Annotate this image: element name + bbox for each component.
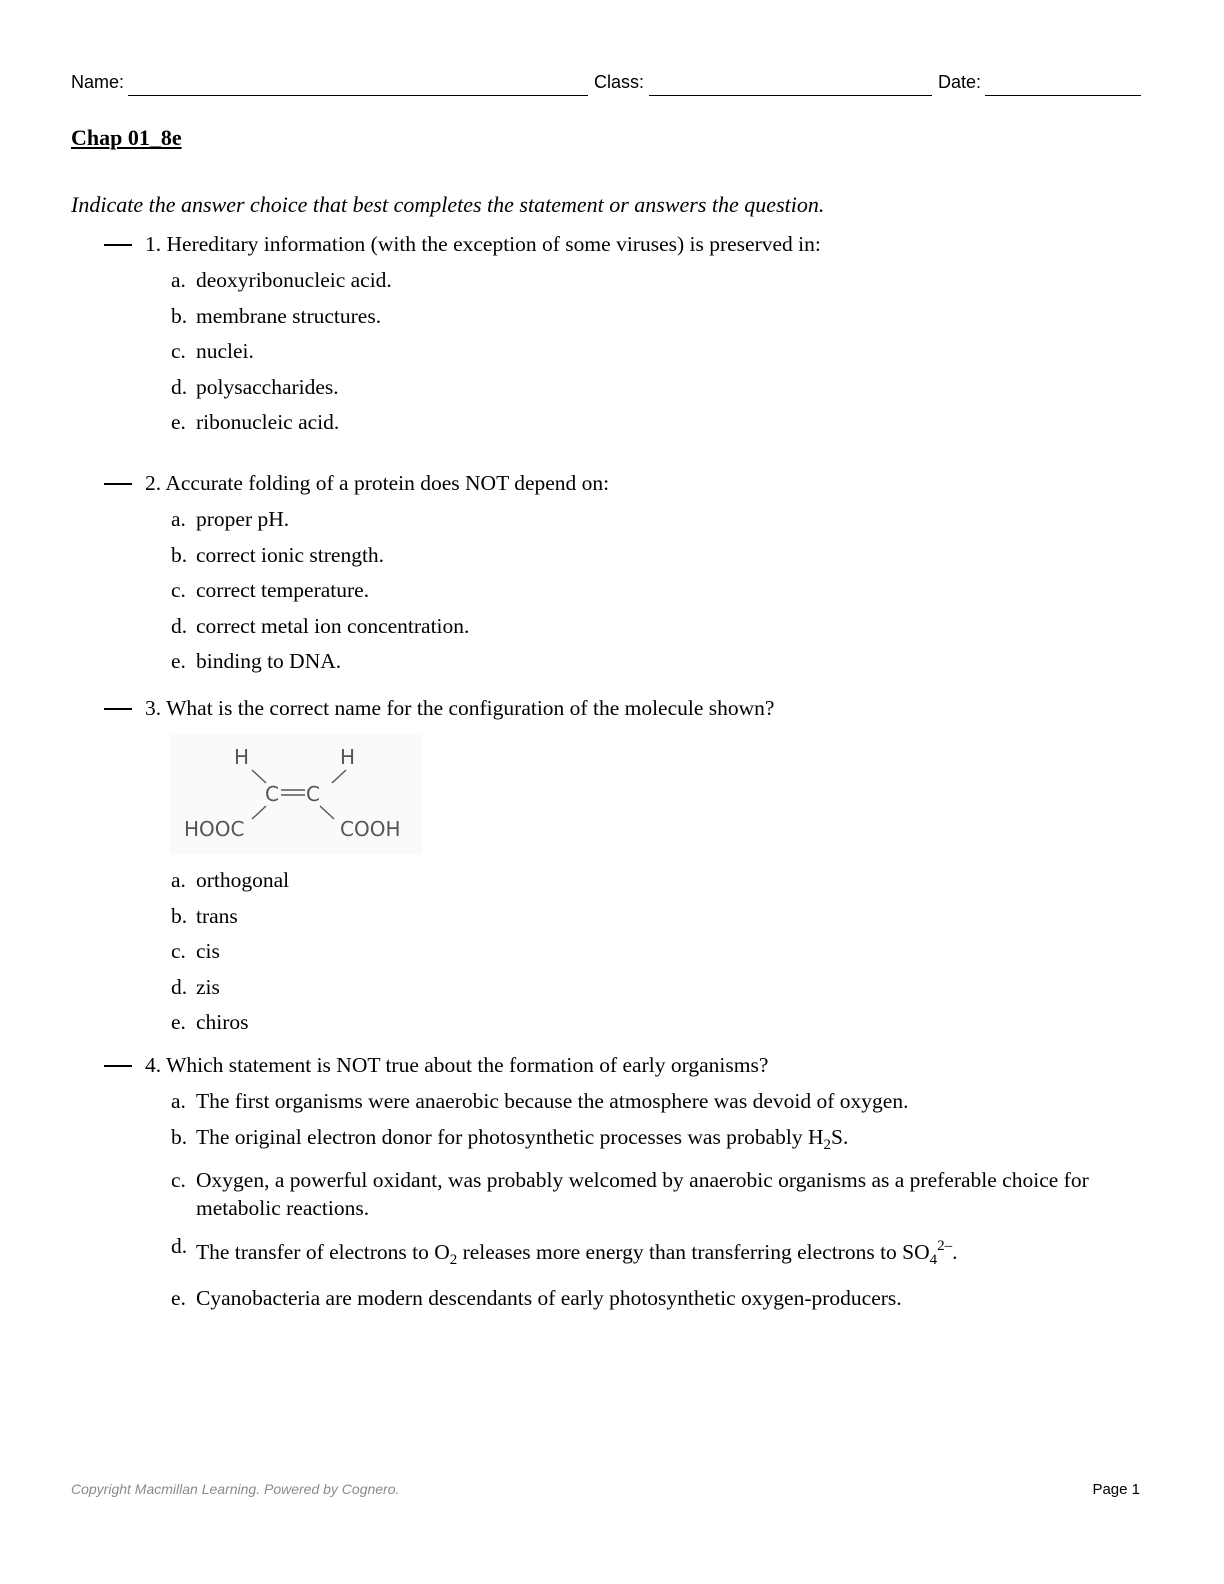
question-text: 4. Which statement is NOT true about the formation of early organisms? [145,1053,769,1077]
answer-option: a. deoxyribonucleic acid. [171,268,392,292]
answer-option: d. The transfer of electrons to $O_2$ releases more energy than transferring electrons to $SO_4^{2-}$. [171,1234,958,1268]
atom-h-right: H [340,745,356,769]
instructions: Indicate the answer choice that best completes the statement or answers the question. [71,192,825,217]
date-field[interactable] [985,95,1141,96]
date-label: Date: [938,72,982,92]
answer-option: c. correct temperature. [171,578,370,602]
copyright-footer: Copyright Macmillan Learning. Powered by Cognero. [71,1481,400,1497]
answer-option: b. The original electron donor for photosynthetic processes was probably $H_2S$. [171,1124,849,1153]
answer-option: b. trans [171,903,238,928]
answer-option: e. binding to DNA. [171,649,342,673]
answer-option: d. polysaccharides. [171,374,339,399]
answer-option: e. ribonucleic acid. [171,410,340,434]
class-field[interactable] [649,95,932,96]
answer-option: b. membrane structures. [171,303,382,328]
class-label: Class: [594,72,645,92]
question-4 [104,1053,1114,1320]
answer-option: b. correct ionic strength. [171,542,385,567]
answer-option: c. cis [171,939,220,963]
page-number: Page 1 [1092,1481,1140,1498]
answer-blank-2[interactable] [104,483,132,485]
molecule-figure [170,734,422,854]
name-label: Name: [71,72,125,92]
answer-option: c. Oxygen, a powerful oxidant, was probably welcomed by anaerobic organisms as a preferable choice for metabolic reactions. [171,1168,1089,1220]
maleic-acid-structure [170,734,422,854]
question-text: 3. What is the correct name for the configuration of the molecule shown? [145,696,775,720]
answer-option: e. chiros [171,1010,249,1034]
question-1 [104,232,1114,444]
answer-option: a. proper pH. [171,507,290,531]
answer-option: a. orthogonal [171,868,290,892]
atom-h-left: H [234,745,250,769]
group-cooh: COOH [340,817,401,841]
answer-blank-3[interactable] [104,708,132,710]
group-hooc: HOOC [184,817,245,841]
answer-option: e. Cyanobacteria are modern descendants of early photosynthetic oxygen-producers. [171,1286,902,1310]
question-text: 1. Hereditary information (with the exception of some viruses) is preserved in: [145,232,821,256]
answer-option: d. zis [171,974,220,999]
name-field[interactable] [128,95,588,96]
header [71,72,1141,98]
answer-option: d. correct metal ion concentration. [171,613,470,638]
answer-option: c. nuclei. [171,339,254,363]
answer-blank-4[interactable] [104,1065,132,1067]
atom-c-right: C [306,782,320,806]
question-text: 2. Accurate folding of a protein does NOT depend on: [145,471,610,495]
question-2 [104,471,1114,683]
answer-blank-1[interactable] [104,244,132,246]
question-3 [104,696,1114,1044]
page-title: Chap 01_8e [71,125,182,150]
answer-option: a. The first organisms were anaerobic because the atmosphere was devoid of oxygen. [171,1089,909,1113]
atom-c-left: C [265,782,279,806]
